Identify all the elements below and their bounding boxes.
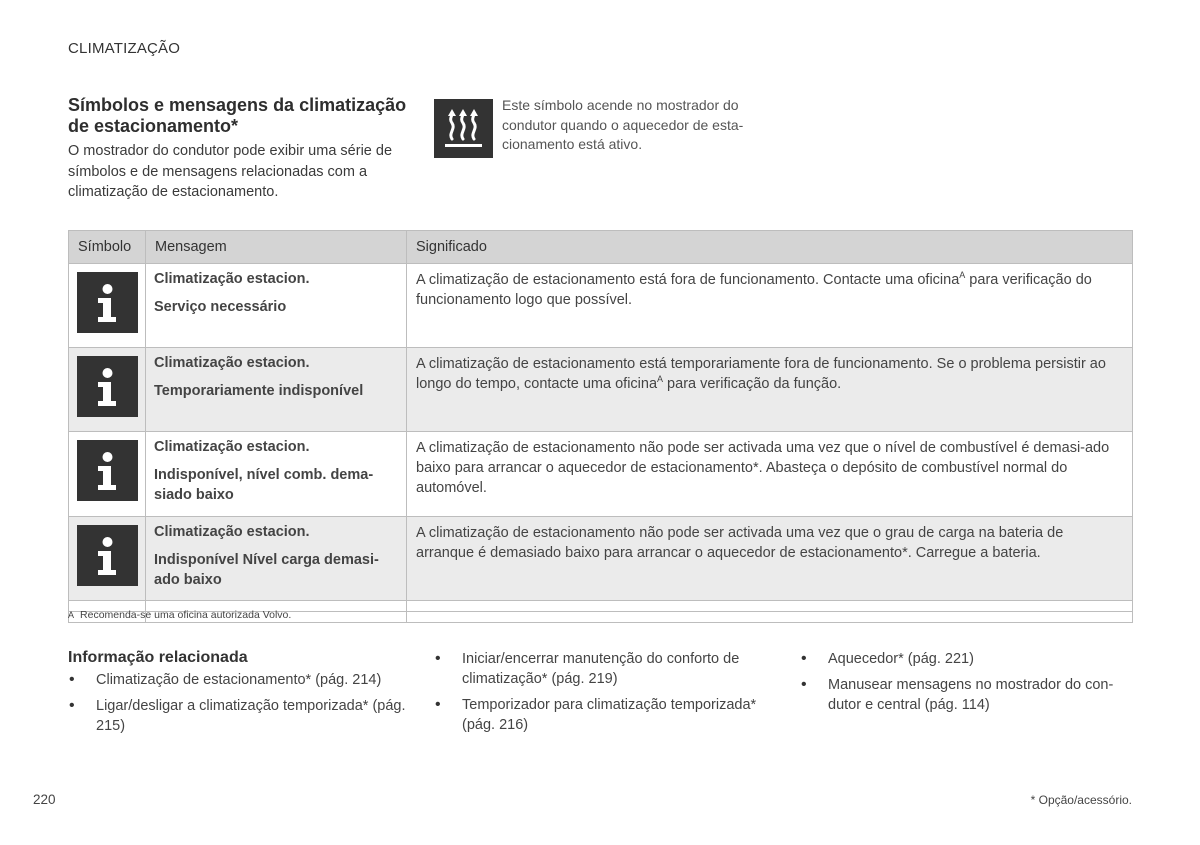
meaning-cell bbox=[407, 264, 1133, 348]
message-cell bbox=[146, 348, 407, 432]
related-link[interactable]: • Iniciar/encerrar manutenção do conforto de climatização* (pág. 219) bbox=[434, 649, 774, 689]
message-cell bbox=[146, 264, 407, 348]
message-title: Climatização estacion. bbox=[154, 355, 310, 371]
table-row bbox=[69, 264, 1133, 348]
message-cell bbox=[146, 517, 407, 601]
footnote-ref: A bbox=[959, 270, 966, 281]
related-link[interactable]: • Aquecedor* (pág. 221) bbox=[800, 649, 1135, 669]
message-detail: Temporariamente indisponível bbox=[154, 383, 364, 399]
section-header: CLIMATIZAÇÃO bbox=[68, 40, 181, 57]
info-icon bbox=[77, 525, 138, 586]
related-link[interactable]: • Climatização de estacionamento* (pág. 214) bbox=[68, 670, 408, 690]
table-row bbox=[69, 432, 1133, 517]
related-link[interactable]: • Temporizador para climatização temporizada* (pág. 216) bbox=[434, 695, 774, 735]
footnote-ref: A bbox=[657, 374, 664, 385]
heater-symbol-description: Este símbolo acende no mostrador do condutor quando o aquecedor de esta-cionamento está ativo. bbox=[502, 97, 744, 152]
meaning-text-end: para verificação do funcionamento logo que possível. bbox=[416, 272, 1092, 308]
symbol-cell bbox=[69, 348, 146, 432]
meaning-cell bbox=[407, 348, 1133, 432]
message-title: Climatização estacion. bbox=[154, 524, 310, 540]
footnote bbox=[68, 609, 291, 621]
messages-table bbox=[68, 230, 1133, 623]
related-link[interactable]: • Manusear mensagens no mostrador do con-dutor e central (pág. 114) bbox=[800, 675, 1135, 715]
message-cell bbox=[146, 432, 407, 517]
page-title: Símbolos e mensagens da climatização de estacionamento* bbox=[68, 95, 407, 136]
meaning-text: A climatização de estacionamento não pode ser activada uma vez que o nível de combustível é demasi-ado baixo para arrancar o aquecedor de estacionamento*. Abasteça o depósito de combustível normal do automóvel. bbox=[416, 440, 1110, 496]
header-meaning: Significado bbox=[407, 231, 1133, 264]
header-symbol: Símbolo bbox=[69, 231, 146, 264]
message-title: Climatização estacion. bbox=[154, 271, 310, 287]
meaning-text-end: para verificação da função. bbox=[663, 376, 842, 392]
symbol-cell bbox=[69, 264, 146, 348]
meaning-text: A climatização de estacionamento não pode ser activada uma vez que o grau de carga na bateria de arranque é demasiado baixo para arrancar o aquecedor de estacionamento*. Carregue a bateria. bbox=[416, 525, 1064, 561]
message-detail: Indisponível, nível comb. dema-siado baixo bbox=[154, 467, 374, 503]
table-header-row bbox=[69, 231, 1133, 264]
symbol-cell bbox=[69, 517, 146, 601]
footnote-text: Recomenda-se uma oficina autorizada Volvo. bbox=[80, 609, 292, 621]
message-detail: Serviço necessário bbox=[154, 299, 287, 315]
message-title: Climatização estacion. bbox=[154, 439, 310, 455]
heater-active-icon bbox=[434, 99, 493, 158]
meaning-text: A climatização de estacionamento está fora de funcionamento. Contacte uma oficina bbox=[416, 272, 960, 288]
option-note: * Opção/acessório. bbox=[1030, 793, 1132, 807]
table-row bbox=[69, 517, 1133, 601]
header-message: Mensagem bbox=[146, 231, 407, 264]
info-icon bbox=[77, 440, 138, 501]
page-number: 220 bbox=[33, 792, 56, 807]
info-icon bbox=[77, 272, 138, 333]
intro-text: O mostrador do condutor pode exibir uma série de símbolos e de mensagens relacionadas com a climatização de estacionamento. bbox=[68, 143, 393, 200]
related-link[interactable]: • Ligar/desligar a climatização temporizada* (pág. 215) bbox=[68, 696, 408, 736]
related-list-col1 bbox=[68, 670, 408, 742]
message-detail: Indisponível Nível carga demasi-ado baixo bbox=[154, 552, 379, 588]
meaning-cell bbox=[407, 432, 1133, 517]
table-row bbox=[69, 348, 1133, 432]
info-icon bbox=[77, 356, 138, 417]
meaning-cell bbox=[407, 517, 1133, 601]
related-list-col2 bbox=[434, 649, 774, 741]
symbol-cell bbox=[69, 432, 146, 517]
related-info-title: Informação relacionada bbox=[68, 649, 248, 666]
related-list-col3 bbox=[800, 649, 1135, 721]
meaning-text: A climatização de estacionamento está temporariamente fora de funcionamento. Se o problema persistir ao longo do tempo, contacte uma oficina bbox=[416, 356, 1106, 392]
footnote-mark: A bbox=[68, 610, 75, 620]
